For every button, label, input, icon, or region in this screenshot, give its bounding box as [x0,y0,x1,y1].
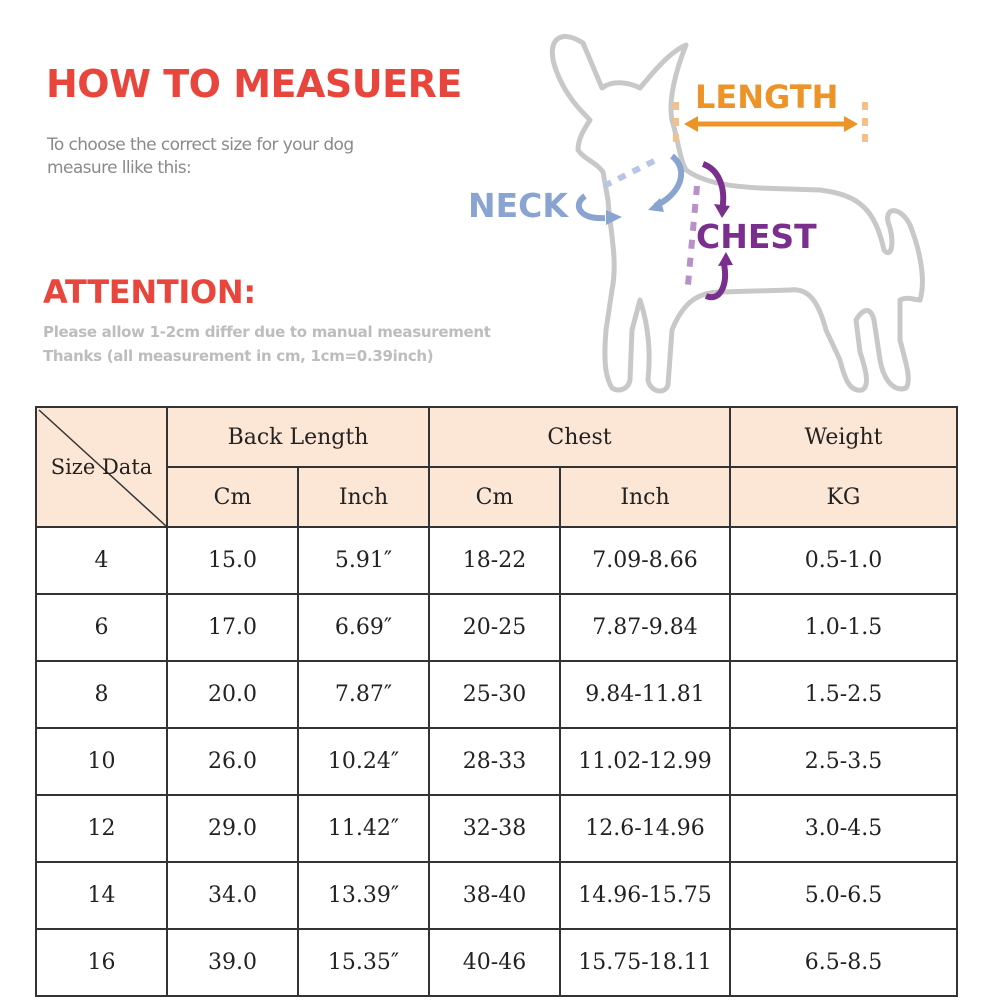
cell-size: 14 [36,862,167,929]
instructions-line-2: measure llike this: [47,158,192,178]
cell-chest-cm: 18-22 [429,527,560,594]
cell-back-cm: 39.0 [167,929,298,996]
size-table [35,406,958,997]
length-label: LENGTH [695,78,839,116]
table-subheader-row [36,467,957,527]
cell-back-inch: 11.42″ [298,795,429,862]
table-row [36,594,957,661]
table-row [36,661,957,728]
neck-label: NECK [468,186,568,225]
cell-chest-inch: 9.84-11.81 [560,661,730,728]
cell-weight-kg: 6.5-8.5 [730,929,957,996]
cell-weight-kg: 3.0-4.5 [730,795,957,862]
attention-line-1: Please allow 1-2cm differ due to manual measurement [43,323,491,341]
cell-weight-kg: 1.5-2.5 [730,661,957,728]
cell-back-cm: 15.0 [167,527,298,594]
table-row [36,929,957,996]
cell-weight-kg: 2.5-3.5 [730,728,957,795]
cell-chest-inch: 11.02-12.99 [560,728,730,795]
cell-back-inch: 7.87″ [298,661,429,728]
group-header-weight: Weight [730,407,957,467]
cell-size: 10 [36,728,167,795]
cell-chest-inch: 7.87-9.84 [560,594,730,661]
cell-back-cm: 26.0 [167,728,298,795]
cell-chest-cm: 20-25 [429,594,560,661]
cell-chest-cm: 32-38 [429,795,560,862]
cell-weight-kg: 1.0-1.5 [730,594,957,661]
cell-size: 8 [36,661,167,728]
cell-back-inch: 5.91″ [298,527,429,594]
cell-chest-inch: 7.09-8.66 [560,527,730,594]
attention-title: ATTENTION: [43,273,256,311]
cell-chest-cm: 40-46 [429,929,560,996]
subheader-chest-inch: Inch [560,467,730,527]
group-header-back-length: Back Length [167,407,429,467]
cell-back-inch: 6.69″ [298,594,429,661]
cell-back-cm: 17.0 [167,594,298,661]
instructions [47,134,354,180]
subheader-chest-cm: Cm [429,467,560,527]
table-header-row [36,407,957,467]
cell-chest-cm: 25-30 [429,661,560,728]
cell-chest-inch: 12.6-14.96 [560,795,730,862]
cell-back-inch: 13.39″ [298,862,429,929]
cell-chest-cm: 28-33 [429,728,560,795]
table-row [36,728,957,795]
cell-size: 4 [36,527,167,594]
attention-line-2: Thanks (all measurement in cm, 1cm=0.39inch) [43,347,434,365]
page-title: HOW TO MEASUERE [46,62,462,106]
subheader-back-cm: Cm [167,467,298,527]
subheader-weight-kg: KG [730,467,957,527]
table-row [36,862,957,929]
cell-chest-inch: 15.75-18.11 [560,929,730,996]
corner-label: Size Data [50,454,153,479]
chest-label: CHEST [696,217,817,256]
cell-back-cm: 20.0 [167,661,298,728]
corner-header [36,407,167,527]
cell-back-cm: 29.0 [167,795,298,862]
cell-chest-inch: 14.96-15.75 [560,862,730,929]
cell-chest-cm: 38-40 [429,862,560,929]
cell-back-cm: 34.0 [167,862,298,929]
group-header-chest: Chest [429,407,730,467]
subheader-back-inch: Inch [298,467,429,527]
cell-weight-kg: 5.0-6.5 [730,862,957,929]
attention-note [43,320,493,368]
cell-size: 12 [36,795,167,862]
cell-size: 16 [36,929,167,996]
table-row [36,795,957,862]
instructions-line-1: To choose the correct size for your dog [47,135,354,155]
cell-weight-kg: 0.5-1.0 [730,527,957,594]
cell-size: 6 [36,594,167,661]
cell-back-inch: 10.24″ [298,728,429,795]
cell-back-inch: 15.35″ [298,929,429,996]
table-row [36,527,957,594]
